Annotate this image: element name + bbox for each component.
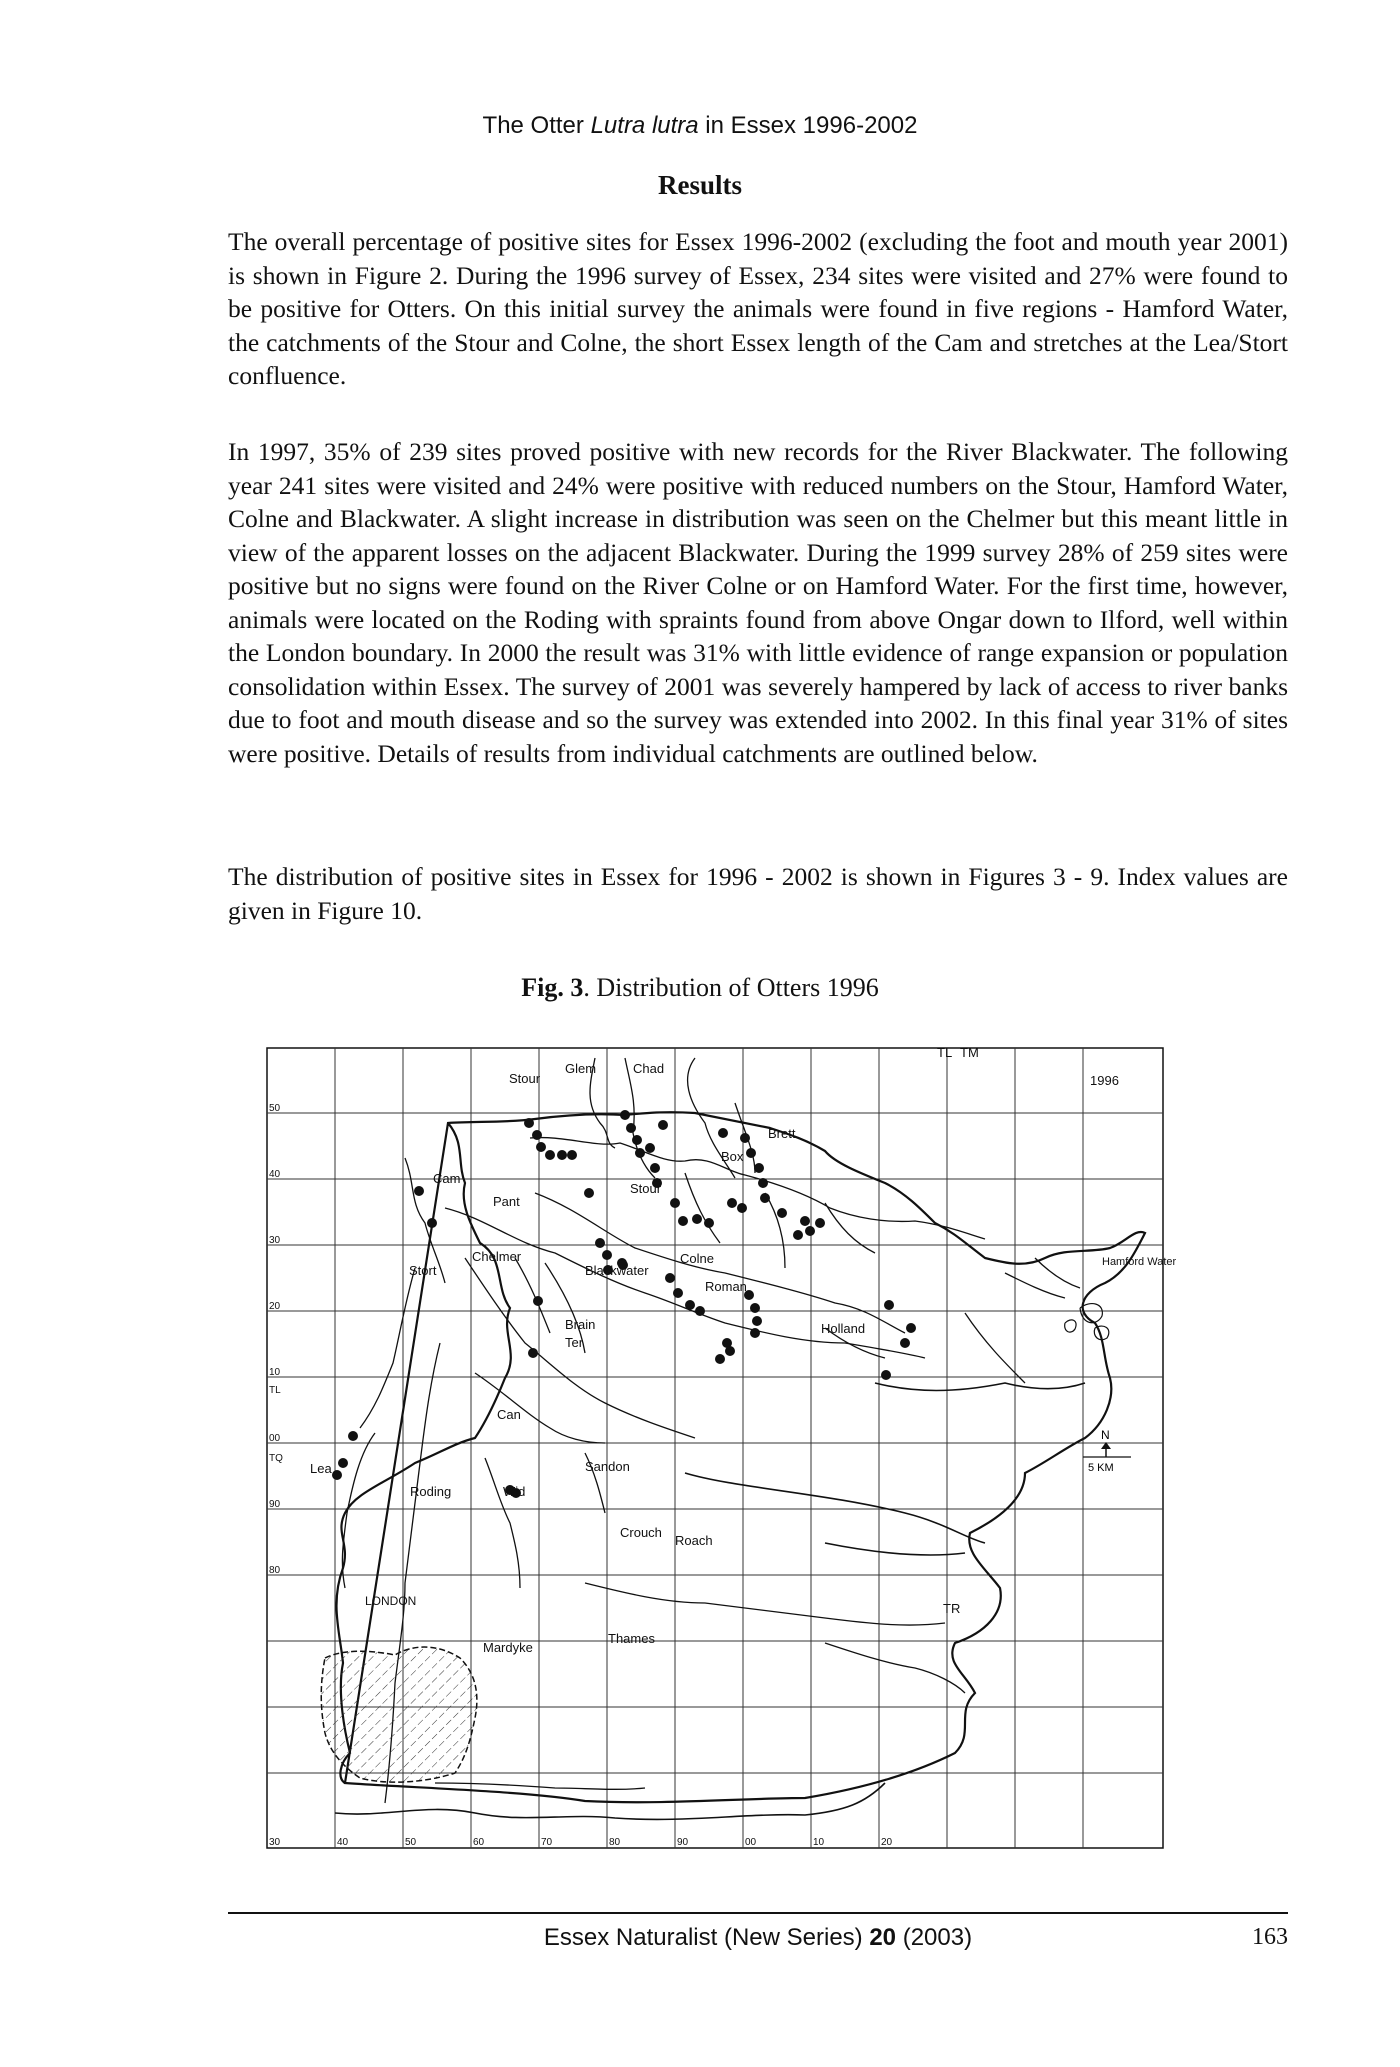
- label-hamford-water: Hamford Water: [1102, 1256, 1177, 1268]
- label-stort: Stort: [409, 1263, 437, 1278]
- river-stort: [360, 1268, 415, 1428]
- grid-left-label: 40: [269, 1169, 281, 1180]
- grid-label-tm-top: TM: [960, 1045, 979, 1060]
- paragraph-3: The distribution of positive sites in Essex for 1996 - 2002 is shown in Figures 3 - 9. Index values are given in Figure 10.: [228, 862, 1288, 925]
- label-cam: Cam: [433, 1171, 461, 1186]
- grid-bottom-label: 80: [609, 1837, 621, 1848]
- grid-bottom-label: 10: [813, 1837, 825, 1848]
- header-prefix: The Otter: [482, 112, 591, 139]
- grid-left-label: 30: [269, 1235, 281, 1246]
- running-header: [0, 112, 1400, 140]
- river-holland: [965, 1313, 1025, 1383]
- figure-caption-text: . Distribution of Otters 1996: [583, 973, 879, 1002]
- grid-label-tr: TR: [943, 1601, 961, 1616]
- grid-left-label: 00: [269, 1433, 281, 1444]
- grid-bottom-label: 40: [337, 1837, 349, 1848]
- footer-rule: [228, 1912, 1288, 1914]
- figure-label: Fig. 3: [521, 973, 584, 1002]
- label-crouch: Crouch: [620, 1525, 662, 1540]
- river-lea: [342, 1433, 375, 1588]
- grid-bottom-labels: [269, 1837, 893, 1848]
- label-ter: Ter: [565, 1335, 584, 1350]
- label-brett: Brett: [768, 1126, 796, 1141]
- paragraph-2: In 1997, 35% of 239 sites proved positive with new records for the River Blackwater. The following year 241 sites were visited and 24% were positive with reduced numbers on the Stour, Hamford Water, Colne and Blackwater. A slight increase in distribution was seen on the Chelmer but this meant little in view of the apparent losses on the adjacent Blackwater. During the 1999 survey 28% of 259 sites were positive but no signs were found on the River Colne or on Hamford Water. For the first time, however, animals were located on the Roding with spraints found from above Ongar down to Ilford, well within the London boundary. In 2000 the result was 31% with little evidence of range expansion or population consolidation within Essex. The survey of 2001 was severely hampered by lack of access to river banks due to foot and mouth disease and so the survey was extended into 2002. In this final year 31% of sites were positive. Details of results from individual catchments are outlined below.: [228, 437, 1288, 768]
- label-mardyke: Mardyke: [483, 1640, 533, 1655]
- label-colne: Colne: [680, 1251, 714, 1266]
- grid-bottom-label: 50: [405, 1837, 417, 1848]
- grid-bottom-label: 00: [745, 1837, 757, 1848]
- river-crouch: [585, 1583, 945, 1625]
- grid-left-label: TQ: [269, 1453, 283, 1464]
- london-area: [321, 1647, 477, 1782]
- section-title: Results: [657, 170, 742, 200]
- river-roach: [825, 1643, 965, 1693]
- header-species: Lutra lutra: [590, 112, 699, 139]
- label-roman: Roman: [705, 1279, 747, 1294]
- grid-bottom-label: 30: [269, 1837, 281, 1848]
- otter-distribution-map: [265, 1043, 1177, 1855]
- blackwater-estuary: [875, 1383, 1085, 1391]
- label-blackwater: Blackwater: [585, 1263, 649, 1278]
- label-wid: Wid: [503, 1484, 526, 1499]
- crouch-estuary: [685, 1473, 985, 1555]
- label-can: Can: [497, 1407, 521, 1422]
- figure-caption: [0, 973, 1400, 1003]
- header-suffix: in Essex 1996-2002: [698, 112, 918, 139]
- label-stour: Stour: [509, 1071, 541, 1086]
- label-roach: Roach: [675, 1533, 713, 1548]
- river-wid: [485, 1458, 520, 1588]
- label-chelmer: Chelmer: [472, 1249, 522, 1264]
- grid-left-label: 90: [269, 1499, 281, 1510]
- label-brain: Brain: [565, 1317, 596, 1332]
- river-chad: [625, 1058, 655, 1178]
- journal-name: Essex Naturalist (New Series): [543, 1924, 870, 1951]
- river-stour: [530, 1138, 985, 1239]
- grid-left-label: TL: [269, 1385, 281, 1396]
- label-lea: Lea: [310, 1461, 332, 1476]
- grid-bottom-label: 70: [541, 1837, 553, 1848]
- journal-citation: [228, 1924, 1288, 1952]
- grid-left-label: 20: [269, 1301, 281, 1312]
- grid-left-label: 50: [269, 1103, 281, 1114]
- grid-bottom-label: 60: [473, 1837, 485, 1848]
- journal-year: (2003): [896, 1924, 973, 1951]
- hamford-islands: [1065, 1304, 1109, 1340]
- label-box: Box: [721, 1149, 744, 1164]
- river-can: [475, 1373, 605, 1443]
- label-london: LONDON: [365, 1594, 417, 1608]
- grid-bottom-label: 90: [677, 1837, 689, 1848]
- grid-left-label: 10: [269, 1367, 281, 1378]
- map-year-label: 1996: [1090, 1073, 1119, 1088]
- grid-left-label: 80: [269, 1565, 281, 1576]
- label-stour-2: Stour: [630, 1181, 662, 1196]
- page-number: 163: [1252, 1924, 1288, 1950]
- grid-left-labels: [269, 1103, 283, 1576]
- label-sandon: Sandon: [585, 1459, 630, 1474]
- compass-north: N: [1101, 1428, 1110, 1442]
- grid-label-tl-top: TL: [937, 1045, 953, 1060]
- river-mardyke: [435, 1783, 645, 1789]
- label-pant: Pant: [493, 1194, 520, 1209]
- compass-scale: 5 KM: [1088, 1462, 1114, 1474]
- label-roding: Roding: [410, 1484, 452, 1499]
- journal-volume: 20: [869, 1924, 897, 1951]
- paragraph-1: The overall percentage of positive sites for Essex 1996-2002 (excluding the foot and mouth year 2001) is shown in Figure 2. During the 1996 survey of Essex, 234 sites were visited and 27% were found to be positive for Otters. On this initial survey the animals were found in five regions - Hamford Water, the catchments of the Stour and Colne, the short Essex length of the Cam and stretches at the Lea/Stort confluence.: [228, 227, 1288, 390]
- label-thames: Thames: [608, 1631, 655, 1646]
- label-holland: Holland: [821, 1321, 866, 1336]
- grid-bottom-label: 20: [881, 1837, 893, 1848]
- label-chad: Chad: [633, 1061, 665, 1076]
- label-glem: Glem: [565, 1061, 597, 1076]
